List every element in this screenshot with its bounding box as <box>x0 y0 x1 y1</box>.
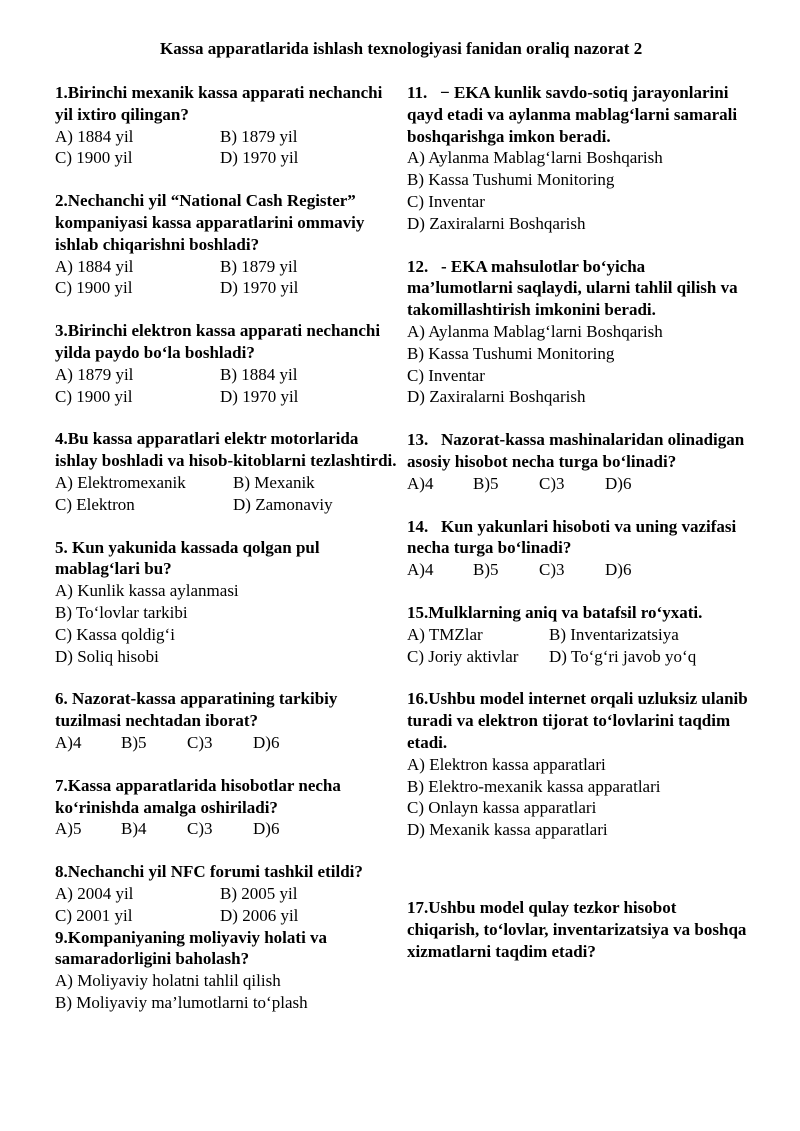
options-row <box>55 472 400 494</box>
option-a: A) 2004 yil <box>55 883 134 903</box>
question-4 <box>55 428 400 515</box>
option-b: B) 1884 yil <box>220 364 298 384</box>
option-c: C) Elektron <box>55 494 135 514</box>
option-d: D)6 <box>605 473 632 493</box>
options-row <box>407 646 752 668</box>
option-a: A)5 <box>55 819 82 839</box>
option-b: B) Mexanik <box>233 472 315 492</box>
option-a: A)4 <box>407 473 434 493</box>
question-text: 5. Kun yakunida kassada qolgan pul mablag‘lari bu? <box>55 537 320 579</box>
options-row <box>55 883 400 905</box>
question-1 <box>55 82 400 169</box>
option-c: C) Onlayn kassa apparatlari <box>407 798 597 818</box>
question-text: 11. − EKA kunlik savdo-sotiq jarayonlarini qayd etadi va aylanma mablag‘larni samarali boshqarishga imkon beradi. <box>407 83 742 146</box>
option-d: D)6 <box>253 732 280 752</box>
option-a: A)4 <box>407 560 434 580</box>
question-5 <box>55 537 400 668</box>
option-b: B) 1879 yil <box>220 256 298 276</box>
options-row <box>407 559 752 581</box>
question-text: 2.Nechanchi yil “National Cash Register” kompaniyasi kassa apparatlarini ommaviy ishlab chiqarishni boshladi? <box>55 191 365 254</box>
option-a: A) 1879 yil <box>55 364 134 384</box>
options-row <box>55 494 400 516</box>
option-d: D)6 <box>605 560 632 580</box>
option-c: C) Inventar <box>407 365 485 385</box>
option-c: C) 1900 yil <box>55 278 133 298</box>
option-b: B) Kassa Tushumi Monitoring <box>407 170 615 190</box>
question-6 <box>55 688 400 753</box>
option-d: D) 1970 yil <box>220 148 299 168</box>
question-text: 6. Nazorat-kassa apparatining tarkibiy tuzilmasi nechtadan iborat? <box>55 689 338 731</box>
option-c: C)3 <box>187 732 213 752</box>
option-a: A) Kunlik kassa aylanmasi <box>55 581 239 601</box>
option-b: B)5 <box>121 732 147 752</box>
left-column <box>55 82 400 1035</box>
option-c: C) Inventar <box>407 191 485 211</box>
option-a: A) Aylanma Mablag‘larni Boshqarish <box>407 148 663 168</box>
question-text: 1.Birinchi mexanik kassa apparati nechanchi yil ixtiro qilingan? <box>55 83 383 124</box>
question-13 <box>407 429 752 494</box>
option-a: A) 1884 yil <box>55 126 134 146</box>
option-c: C) 1900 yil <box>55 386 133 406</box>
options-row <box>55 732 400 754</box>
option-b: B)4 <box>121 819 147 839</box>
option-d: D) Mexanik kassa apparatlari <box>407 820 608 840</box>
option-d: D) Soliq hisobi <box>55 646 159 666</box>
question-text: 12. - EKA mahsulotlar bo‘yicha ma’lumotlarni saqlaydi, ularni tahlil qilish va takomillashtirish imkonini beradi. <box>407 256 742 320</box>
options-row <box>55 386 400 408</box>
question-text: 14. Kun yakunlari hisoboti va uning vazifasi necha turga bo‘linadi? <box>407 516 741 558</box>
option-c: C)3 <box>539 560 565 580</box>
question-3 <box>55 320 400 407</box>
right-column <box>407 82 752 983</box>
option-b: B) To‘lovlar tarkibi <box>55 602 188 622</box>
question-text: 7.Kassa apparatlarida hisobotlar necha ko‘rinishda amalga oshiriladi? <box>55 775 341 817</box>
option-c: C)3 <box>539 473 565 493</box>
question-text: 16.Ushbu model internet orqali uzluksiz ulanib turadi va elektron tijorat to‘lovlarini taqdim etadi. <box>407 689 748 752</box>
option-a: A)4 <box>55 732 82 752</box>
question-text: 9.Kompaniyaning moliyaviy holati va samaradorligini baholash? <box>55 927 328 969</box>
question-text: 15.Mulklarning aniq va batafsil ro‘yxati. <box>407 602 703 622</box>
option-a: A) Elektron kassa apparatlari <box>407 754 606 774</box>
option-b: B) Elektro-mexanik kassa apparatlari <box>407 776 661 796</box>
question-9 <box>55 927 400 1014</box>
option-d: D) Zaxiralarni Boshqarish <box>407 387 586 407</box>
options-row <box>407 624 752 646</box>
question-14 <box>407 516 752 581</box>
option-c: C)3 <box>187 819 213 839</box>
question-text: 17.Ushbu model qulay tezkor hisobot chiqarish, to‘lovlar, inventarizatsiya va boshqa xizmatlarni taqdim etadi? <box>407 897 747 961</box>
option-c: C) 1900 yil <box>55 148 133 168</box>
option-c: C) Joriy aktivlar <box>407 646 519 666</box>
option-b: B) 1879 yil <box>220 126 298 146</box>
question-12 <box>407 256 752 409</box>
option-a: A) Elektromexanik <box>55 472 186 492</box>
options-row <box>55 147 400 169</box>
options-row <box>407 473 752 495</box>
question-text: 4.Bu kassa apparatlari elektr motorlarida ishlay boshladi va hisob-kitoblarni tezlashtirdi. <box>55 429 397 471</box>
question-2 <box>55 190 400 299</box>
options-row <box>55 256 400 278</box>
option-b: B) Kassa Tushumi Monitoring <box>407 343 615 363</box>
option-b: B) Moliyaviy ma’lumotlarni to‘plash <box>55 992 308 1012</box>
option-b: B)5 <box>473 560 499 580</box>
option-b: B)5 <box>473 473 499 493</box>
option-a: A) TMZlar <box>407 624 483 644</box>
option-b: B) 2005 yil <box>220 883 298 903</box>
question-11 <box>407 82 752 235</box>
option-c: C) Kassa qoldig‘i <box>55 624 175 644</box>
option-b: B) Inventarizatsiya <box>549 624 679 644</box>
option-a: A) Aylanma Mablag‘larni Boshqarish <box>407 321 663 341</box>
question-text: 8.Nechanchi yil NFC forumi tashkil etildi? <box>55 862 363 882</box>
page-title: Kassa apparatlarida ishlash texnologiyasi fanidan oraliq nazorat 2 <box>160 39 643 58</box>
option-d: D) 1970 yil <box>220 386 299 406</box>
question-text: 3.Birinchi elektron kassa apparati nechanchi yilda paydo bo‘la boshladi? <box>55 321 381 362</box>
options-row <box>55 277 400 299</box>
option-d: D) To‘g‘ri javob yo‘q <box>549 646 697 666</box>
option-d: D) 1970 yil <box>220 278 299 298</box>
options-row <box>55 818 400 840</box>
question-16 <box>407 688 752 841</box>
options-row <box>55 126 400 148</box>
option-d: D)6 <box>253 819 280 839</box>
options-row <box>55 905 400 927</box>
question-8 <box>55 861 400 926</box>
question-7 <box>55 775 400 840</box>
option-d: D) Zamonaviy <box>233 494 333 514</box>
option-c: C) 2001 yil <box>55 905 133 925</box>
option-a: A) 1884 yil <box>55 256 134 276</box>
option-d: D) Zaxiralarni Boshqarish <box>407 213 586 233</box>
question-text: 13. Nazorat-kassa mashinalaridan olinadigan asosiy hisobot necha turga bo‘linadi? <box>407 430 749 471</box>
question-15 <box>407 602 752 667</box>
option-a: A) Moliyaviy holatni tahlil qilish <box>55 971 281 991</box>
options-row <box>55 364 400 386</box>
option-d: D) 2006 yil <box>220 905 299 925</box>
question-17 <box>407 897 752 962</box>
